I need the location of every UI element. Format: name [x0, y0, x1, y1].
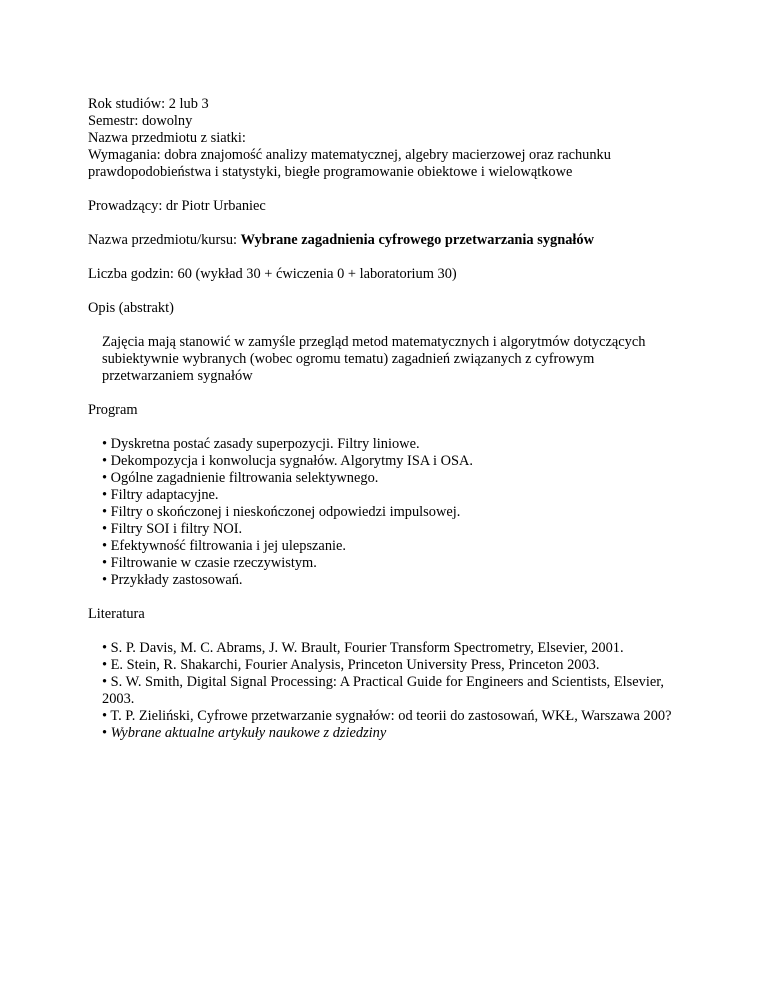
literature-list	[102, 640, 688, 742]
program-item: • Filtry adaptacyjne.	[102, 487, 219, 503]
course-title: Wybrane zagadnienia cyfrowego przetwarzania sygnałów	[240, 232, 594, 248]
literature-item: • S. W. Smith, Digital Signal Processing: A Practical Guide for Engineers and Scientists, Elsevier, 2003.	[102, 674, 665, 707]
semestr: Semestr: dowolny	[88, 113, 193, 129]
wymagania: Wymagania: dobra znajomość analizy matematycznej, algebry macierzowej oraz rachunku prawdopodobieństwa i statystyki, biegłe programowanie obiektowe i wielowątkowe	[88, 147, 611, 180]
course-name-row	[88, 232, 688, 249]
abstract-text: Zajęcia mają stanowić w zamyśle przegląd metod matematycznych i algorytmów dotyczących subiektywnie wybranych (wobec ogromu tematu) zagadnień związanych z cyfrowym przetwarzaniem sygnałów	[102, 334, 646, 384]
prowadzacy-text: Prowadzący: dr Piotr Urbaniec	[88, 198, 266, 214]
literature-item: • S. P. Davis, M. C. Abrams, J. W. Brault, Fourier Transform Spectrometry, Elsevier, 2001.	[102, 640, 624, 656]
program-item: • Ogólne zagadnienie filtrowania selektywnego.	[102, 470, 379, 486]
program-item: • Dekompozycja i konwolucja sygnałów. Algorytmy ISA i OSA.	[102, 453, 474, 469]
literature-heading: Literatura	[88, 606, 145, 622]
liczba-godzin: Liczba godzin: 60 (wykład 30 + ćwiczenia 0 + laboratorium 30)	[88, 266, 457, 282]
literature-item: • T. P. Zieliński, Cyfrowe przetwarzanie sygnałów: od teorii do zastosowań, WKŁ, Warszawa 200?	[102, 708, 672, 724]
program-item: • Filtrowanie w czasie rzeczywistym.	[102, 555, 317, 571]
course-name-label: Nazwa przedmiotu/kursu:	[88, 232, 241, 248]
literature-last-italic: Wybrane aktualne artykuły naukowe z dziedziny	[110, 725, 387, 741]
prowadzacy	[88, 198, 688, 215]
nazwa-z-siatki: Nazwa przedmiotu z siatki:	[88, 130, 246, 146]
program-item: • Filtry SOI i filtry NOI.	[102, 521, 243, 537]
program-item: • Dyskretna postać zasady superpozycji. Filtry liniowe.	[102, 436, 420, 452]
literature-last-bullet: •	[102, 725, 111, 741]
program-heading: Program	[88, 402, 138, 418]
program-section	[88, 402, 688, 589]
literature-item-last	[102, 725, 688, 742]
program-item: • Efektywność filtrowania i jej ulepszanie.	[102, 538, 347, 554]
program-item: • Przykłady zastosowań.	[102, 572, 243, 588]
hours-row	[88, 266, 688, 283]
abstract-heading: Opis (abstrakt)	[88, 300, 174, 316]
program-item: • Filtry o skończonej i nieskończonej odpowiedzi impulsowej.	[102, 504, 461, 520]
header-block	[88, 96, 688, 181]
abstract-section	[88, 300, 688, 385]
program-list	[102, 436, 688, 589]
literature-section	[88, 606, 688, 742]
literature-item: • E. Stein, R. Shakarchi, Fourier Analysis, Princeton University Press, Princeton 2003.	[102, 657, 600, 673]
document-page	[88, 96, 688, 742]
rok-studiow: Rok studiów: 2 lub 3	[88, 96, 209, 112]
abstract-text-block	[102, 334, 688, 385]
